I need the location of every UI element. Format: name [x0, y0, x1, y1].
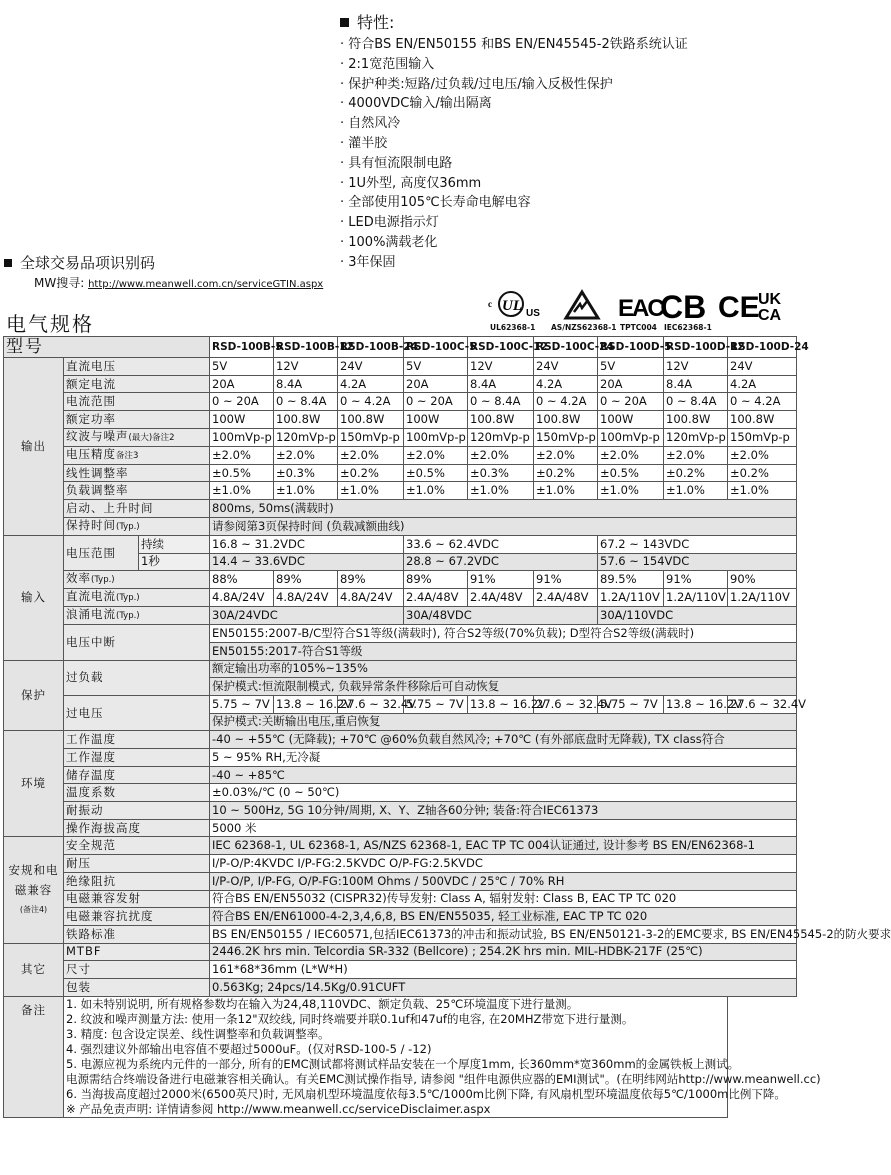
env-value: ±0.03%/℃ (0 ~ 50℃) — [210, 784, 797, 802]
output-value: ±0.2% — [728, 464, 797, 482]
output-value: 100.8W — [468, 411, 534, 429]
output-value: 5V — [598, 358, 664, 376]
model-name: RSD-100B-12 — [274, 337, 338, 358]
output-value: 150mVp-p — [338, 428, 404, 446]
output-value: 20A — [404, 375, 468, 393]
vrange-label: 电压范围 — [64, 535, 139, 570]
interrupt-label: 电压中断 — [64, 625, 210, 660]
env-value: 5000 米 — [210, 819, 797, 837]
vrange-cont-c: 33.6 ~ 62.4VDC — [404, 535, 598, 553]
output-value: 5V — [404, 358, 468, 376]
feature-item: · 1U外型, 高度仅36mm — [340, 174, 795, 194]
output-value: 0 ~ 8.4A — [274, 393, 338, 411]
output-value: 8.4A — [664, 375, 728, 393]
feature-item: · 具有恒流限制电路 — [340, 154, 795, 174]
feature-item: · 100%满载老化 — [340, 233, 795, 253]
output-value: ±0.2% — [534, 464, 598, 482]
output-value: ±1.0% — [468, 482, 534, 500]
output-value: 0 ~ 20A — [598, 393, 664, 411]
pack-label — [64, 978, 210, 996]
ov-value: 27.6 ~ 32.4V — [534, 695, 598, 713]
env-label — [64, 819, 210, 837]
inrush-d: 30A/110VDC — [598, 607, 797, 625]
row-label: 安全规范 — [66, 838, 116, 853]
output-value: ±1.0% — [534, 482, 598, 500]
output-value: 120mVp-p — [274, 428, 338, 446]
svg-text:US: US — [526, 308, 540, 319]
svg-text:CB: CB — [660, 289, 707, 325]
output-value: 12V — [274, 358, 338, 376]
rcm-logo-icon — [562, 290, 602, 322]
ukca-logo-icon — [758, 290, 798, 322]
note-line: 3. 精度: 包含设定误差、线性调整率和负载调整率。 — [66, 1026, 330, 1041]
ov-value: 13.8 ~ 16.2V — [274, 695, 338, 713]
note-line: ※ 产品免责声明: 详情请参阅 http://www.meanwell.cc/serviceDisclaimer.aspx — [66, 1101, 491, 1116]
cont-label: 持续 — [139, 535, 210, 553]
output-value: 24V — [728, 358, 797, 376]
svg-text:CA: CA — [758, 307, 782, 324]
row-label: 效率 — [66, 571, 91, 586]
env-value: -40 ~ +85℃ — [210, 766, 797, 784]
dc-value: 2.4A/48V — [404, 589, 468, 607]
mtbf-label — [64, 943, 210, 961]
row-label: 工作温度 — [66, 732, 116, 747]
safety-label — [64, 890, 210, 908]
output-value: 100mVp-p — [404, 428, 468, 446]
feature-item: · 3年保固 — [340, 253, 795, 273]
row-label: 纹波与噪声 — [66, 428, 129, 443]
row-label: 电磁兼容发射 — [66, 891, 141, 906]
note-line: 电源需结合终端设备进行电磁兼容相关确认。有关EMC测试操作指导, 请参阅 "组件电源供应器的EMI测试"。(在明纬网站http://www.meanwell.cc) — [66, 1071, 821, 1086]
output-value: ±2.0% — [664, 446, 728, 464]
output-value: 0 ~ 4.2A — [534, 393, 598, 411]
notes-cell — [64, 996, 821, 1117]
ov-value: 27.6 ~ 32.4V — [728, 695, 797, 713]
output-value: 8.4A — [274, 375, 338, 393]
safety-group-note: (备注4) — [19, 905, 48, 914]
interrupt-value-2: EN50155:2017-符合S1等级 — [210, 642, 797, 660]
output-value: 100.8W — [664, 411, 728, 429]
safety-value: BS EN/EN50155 / IEC60571,包括IEC61373的冲击和振动试验, BS EN/EN50121-3-2的EMC要求, BS EN/EN45545-2的防火要求 — [210, 925, 797, 943]
output-value: ±0.5% — [598, 464, 664, 482]
model-name: RSD-100D-12 — [664, 337, 728, 358]
square-bullet-icon — [340, 18, 349, 27]
output-value: 8.4A — [468, 375, 534, 393]
spec-table — [3, 336, 891, 1118]
output-value: 0 ~ 20A — [404, 393, 468, 411]
eac-logo-icon — [618, 290, 663, 322]
safety-value: 符合BS EN/EN55032 (CISPR32)传导发射: Class A, 辐射发射: Class B, EAC TP TC 020 — [210, 890, 797, 908]
row-label: 操作海拔高度 — [66, 820, 141, 835]
output-value: ±1.0% — [728, 482, 797, 500]
model-name: RSD-100C-12 — [468, 337, 534, 358]
ol-value-1: 额定输出功率的105%~135% — [210, 660, 797, 678]
eff-value: 91% — [534, 571, 598, 589]
hold-value: 请参阅第3页保持时间 (负载减额曲线) — [210, 517, 797, 535]
safety-value: IEC 62368-1, UL 62368-1, AS/NZS 62368-1, EAC TP TC 004认证通过, 设计参考 BS EN/EN62368-1 — [210, 837, 797, 855]
output-row-label — [64, 393, 210, 411]
output-value: 0 ~ 8.4A — [468, 393, 534, 411]
eff-value: 91% — [468, 571, 534, 589]
dc-value: 1.2A/110V — [664, 589, 728, 607]
output-value: 0 ~ 4.2A — [338, 393, 404, 411]
output-value: ±2.0% — [534, 446, 598, 464]
output-value: 4.2A — [534, 375, 598, 393]
output-value: 100mVp-p — [598, 428, 664, 446]
note-line: 1. 如未特别说明, 所有规格参数均在输入为24,48,110VDC、额定负载、25℃环境温度下进行量测。 — [66, 996, 579, 1011]
ov-value: 27.6 ~ 32.4V — [338, 695, 404, 713]
row-label: 额定功率 — [66, 411, 116, 426]
cb-logo-icon — [660, 289, 712, 325]
safety-group-label: 安规和电磁兼容 — [8, 863, 59, 897]
ce-logo-icon — [718, 290, 760, 324]
model-name: RSD-100C-24 — [534, 337, 598, 358]
feature-item: · 全部使用105℃长寿命电解电容 — [340, 193, 795, 213]
features-list — [340, 35, 795, 273]
svg-text:EAC: EAC — [618, 295, 663, 322]
ul-us-logo-icon — [488, 290, 554, 322]
output-value: 100.8W — [534, 411, 598, 429]
dc-value: 4.8A/24V — [210, 589, 274, 607]
svg-text:UL: UL — [502, 298, 522, 314]
env-label — [64, 784, 210, 802]
output-value: ±2.0% — [274, 446, 338, 464]
row-label: 负载调整率 — [66, 483, 129, 498]
gtin-title — [4, 252, 323, 273]
model-name: RSD-100B-5 — [210, 337, 274, 358]
feature-item: · 保护种类:短路/过负载/过电压/输入反极性保护 — [340, 75, 795, 95]
inrush-b: 30A/24VDC — [210, 607, 404, 625]
output-value: ±2.0% — [728, 446, 797, 464]
model-name: RSD-100B-24 — [338, 337, 404, 358]
output-value: 0 ~ 8.4A — [664, 393, 728, 411]
row-label: 耐振动 — [66, 802, 104, 817]
output-value: ±0.2% — [664, 464, 728, 482]
svg-text:CE: CE — [718, 291, 760, 324]
setup-value: 800ms, 50ms(满载时) — [210, 500, 797, 518]
row-label: 保持时间 — [66, 517, 116, 532]
hold-label — [64, 517, 210, 535]
eff-value: 91% — [664, 571, 728, 589]
eff-value: 90% — [728, 571, 797, 589]
ol-value-2: 保护模式:恒流限制模式, 负载异常条件移除后可自动恢复 — [210, 678, 797, 696]
env-value: 10 ~ 500Hz, 5G 10分钟/周期, X、Y、Z轴各60分钟; 装备:符合IEC61373 — [210, 802, 797, 820]
model-name: RSD-100D-24 — [728, 337, 797, 358]
group-input: 输入 — [4, 535, 64, 660]
env-value: -40 ~ +55℃ (无降载); +70℃ @60%负载自然风冷; +70℃ (有外部底盘时无降载), TX class符合 — [210, 731, 797, 749]
row-label: 电流范围 — [66, 394, 116, 409]
output-value: 100W — [210, 411, 274, 429]
ov-value: 13.8 ~ 16.2V — [664, 695, 728, 713]
inrush-label — [64, 607, 210, 625]
output-value: ±0.3% — [274, 464, 338, 482]
output-value: 120mVp-p — [664, 428, 728, 446]
output-value: ±1.0% — [598, 482, 664, 500]
output-value: 100.8W — [274, 411, 338, 429]
output-value: ±1.0% — [274, 482, 338, 500]
row-label: 启动、上升时间 — [66, 500, 154, 515]
safety-label — [64, 925, 210, 943]
ov-value: 5.75 ~ 7V — [598, 695, 664, 713]
ov-value: 13.8 ~ 16.2V — [468, 695, 534, 713]
output-value: 120mVp-p — [468, 428, 534, 446]
row-label: 温度系数 — [66, 785, 116, 800]
eff-value: 89.5% — [598, 571, 664, 589]
dc-value: 4.8A/24V — [338, 589, 404, 607]
features-title-text: 特性: — [357, 13, 395, 32]
safety-label — [64, 855, 210, 873]
group-others: 其它 — [4, 943, 64, 996]
cert-name-eac: TPTC004 — [620, 323, 657, 332]
certification-logos — [488, 290, 798, 332]
feature-item: · 符合BS EN/EN50155 和BS EN/EN45545-2铁路系统认证 — [340, 35, 795, 55]
safety-value: I/P-O/P:4KVDC I/P-FG:2.5KVDC O/P-FG:2.5KVDC — [210, 855, 797, 873]
row-label: 储存温度 — [66, 767, 116, 782]
safety-label — [64, 837, 210, 855]
output-value: 5V — [210, 358, 274, 376]
row-label: 直流电流 — [66, 589, 116, 604]
sec-label: 1秒 — [139, 553, 210, 571]
row-label: 直流电压 — [66, 358, 116, 373]
output-value: ±2.0% — [468, 446, 534, 464]
svg-text:c: c — [488, 299, 492, 309]
output-value: 150mVp-p — [728, 428, 797, 446]
output-value: 4.2A — [728, 375, 797, 393]
vrange-sec-b: 14.4 ~ 33.6VDC — [210, 553, 404, 571]
square-bullet-icon — [4, 259, 12, 267]
row-label: 铁路标准 — [66, 926, 116, 941]
note-line: 4. 强烈建议外部输出电容值不要超过5000uF。(仅对RSD-100-5 / -12) — [66, 1041, 432, 1056]
output-value: ±1.0% — [338, 482, 404, 500]
row-note: (Typ.) — [116, 593, 140, 604]
row-label: 耐压 — [66, 855, 91, 870]
gtin-section — [4, 252, 323, 291]
note-line: 2. 纹波和噪声测量方法: 使用一条12"双绞线, 同时终端要并联0.1uf和47uf的电容, 在20MHZ带宽下进行量测。 — [66, 1011, 634, 1026]
output-value: ±2.0% — [404, 446, 468, 464]
output-value: 100.8W — [728, 411, 797, 429]
gtin-search — [34, 274, 323, 291]
row-label: MTBF — [66, 944, 102, 959]
features-title — [340, 10, 795, 33]
output-value: 20A — [210, 375, 274, 393]
eff-value: 89% — [338, 571, 404, 589]
row-note: (Typ.) — [116, 521, 140, 532]
group-safety — [4, 837, 64, 943]
output-value: 12V — [664, 358, 728, 376]
feature-item: · 自然风冷 — [340, 114, 795, 134]
output-value: 4.2A — [338, 375, 404, 393]
feature-item: · 4000VDC输入/输出隔离 — [340, 94, 795, 114]
ov-label: 过电压 — [64, 695, 210, 730]
row-note: (Typ.) — [91, 575, 115, 586]
output-row-label — [64, 446, 210, 464]
output-value: 24V — [338, 358, 404, 376]
safety-label — [64, 872, 210, 890]
group-output: 输出 — [4, 358, 64, 536]
features-section — [340, 10, 795, 273]
output-value: ±0.2% — [338, 464, 404, 482]
env-label — [64, 766, 210, 784]
gtin-label: MW搜寻: — [34, 276, 85, 290]
svg-text:UK: UK — [758, 291, 782, 308]
output-value: ±0.5% — [404, 464, 468, 482]
output-row-label — [64, 375, 210, 393]
row-note: (Typ.) — [116, 611, 140, 622]
row-label: 工作湿度 — [66, 749, 116, 764]
spec-title: 电气规格 — [6, 312, 94, 336]
safety-value: I/P-O/P, I/P-FG, O/P-FG:100M Ohms / 500VDC / 25℃ / 70% RH — [210, 872, 797, 890]
env-label — [64, 749, 210, 767]
model-name: RSD-100D-5 — [598, 337, 664, 358]
mtbf-value: 2446.2K hrs min. Telcordia SR-332 (Bellcore) ; 254.2K hrs min. MIL-HDBK-217F (25℃) — [210, 943, 797, 961]
model-label: 型号 — [4, 337, 210, 358]
env-label — [64, 802, 210, 820]
dc-value: 2.4A/48V — [468, 589, 534, 607]
gtin-title-text: 全球交易品项识别码 — [20, 254, 156, 272]
output-value: ±2.0% — [598, 446, 664, 464]
cert-name-cb: IEC62368-1 — [664, 323, 712, 332]
dim-label — [64, 961, 210, 979]
note-line: 5. 电源应视为系统内元件的一部分, 所有的EMC测试都将测试样品安装在一个厚度1mm, 长360mm*宽360mm的金属铁板上测试。 — [66, 1056, 740, 1071]
safety-value: 符合BS EN/EN61000-4-2,3,4,6,8, BS EN/EN55035, 轻工业标准, EAC TP TC 020 — [210, 908, 797, 926]
ov-value: 5.75 ~ 7V — [404, 695, 468, 713]
feature-item: · LED电源指示灯 — [340, 213, 795, 233]
eff-value: 88% — [210, 571, 274, 589]
output-value: 12V — [468, 358, 534, 376]
dc-value: 4.8A/24V — [274, 589, 338, 607]
row-note: 备注3 — [116, 450, 139, 461]
output-row-label — [64, 482, 210, 500]
pack-value: 0.563Kg; 24pcs/14.5Kg/0.91CUFT — [210, 978, 797, 996]
output-value: ±1.0% — [664, 482, 728, 500]
ov-value: 5.75 ~ 7V — [210, 695, 274, 713]
output-value: 24V — [534, 358, 598, 376]
output-value: ±0.3% — [468, 464, 534, 482]
group-notes: 备注 — [4, 996, 64, 1117]
safety-label — [64, 908, 210, 926]
vrange-sec-d: 57.6 ~ 154VDC — [598, 553, 797, 571]
env-label — [64, 731, 210, 749]
feature-item: · 灌半胶 — [340, 134, 795, 154]
output-value: 20A — [598, 375, 664, 393]
vrange-cont-d: 67.2 ~ 143VDC — [598, 535, 797, 553]
interrupt-value-1: EN50155:2007-B/C型符合S1等级(满载时), 符合S2等级(70%负载); D型符合S2等级(满载时) — [210, 625, 797, 643]
output-value: ±2.0% — [338, 446, 404, 464]
output-row-label — [64, 428, 210, 446]
eff-value: 89% — [274, 571, 338, 589]
output-row-label — [64, 358, 210, 376]
eff-value: 89% — [404, 571, 468, 589]
vrange-cont-b: 16.8 ~ 31.2VDC — [210, 535, 404, 553]
output-value: 0 ~ 4.2A — [728, 393, 797, 411]
row-label: 线性调整率 — [66, 465, 129, 480]
output-value: 150mVp-p — [534, 428, 598, 446]
output-value: ±0.5% — [210, 464, 274, 482]
row-label: 浪涌电流 — [66, 607, 116, 622]
ol-label: 过负载 — [64, 660, 210, 695]
output-value: ±1.0% — [210, 482, 274, 500]
group-protection: 保护 — [4, 660, 64, 731]
output-value: 100mVp-p — [210, 428, 274, 446]
ov-mode: 保护模式:关断输出电压,重启恢复 — [210, 713, 797, 731]
dc-value: 2.4A/48V — [534, 589, 598, 607]
cert-name-ul: UL62368-1 — [490, 323, 536, 332]
output-value: ±2.0% — [210, 446, 274, 464]
dc-label — [64, 589, 210, 607]
setup-label — [64, 500, 210, 518]
note-line: 6. 当海拔高度超过2000米(6500英尺)时, 无风扇机型环境温度依每3.5℃/1000m比例下降, 有风扇机型环境温度依每5℃/1000m比例下降。 — [66, 1086, 786, 1101]
dim-value: 161*68*36mm (L*W*H) — [210, 961, 797, 979]
feature-item: · 2:1宽范围输入 — [340, 55, 795, 75]
env-value: 5 ~ 95% RH,无冷凝 — [210, 749, 797, 767]
group-environment: 环境 — [4, 731, 64, 837]
output-value: 0 ~ 20A — [210, 393, 274, 411]
eff-label — [64, 571, 210, 589]
dc-value: 1.2A/110V — [598, 589, 664, 607]
row-label: 电压精度 — [66, 446, 116, 461]
dc-value: 1.2A/110V — [728, 589, 797, 607]
row-label: 电磁兼容抗扰度 — [66, 909, 154, 924]
output-row-label — [64, 464, 210, 482]
row-label: 绝缘阻抗 — [66, 873, 116, 888]
output-value: 100W — [404, 411, 468, 429]
output-value: 100.8W — [338, 411, 404, 429]
vrange-sec-c: 28.8 ~ 67.2VDC — [404, 553, 598, 571]
row-note: (最大)备注2 — [128, 432, 175, 443]
output-row-label — [64, 411, 210, 429]
gtin-url-link[interactable]: http://www.meanwell.com.cn/serviceGTIN.aspx — [88, 279, 324, 290]
row-label: 尺寸 — [66, 962, 91, 977]
output-value: 100W — [598, 411, 664, 429]
row-label: 额定电流 — [66, 376, 116, 391]
inrush-c: 30A/48VDC — [404, 607, 598, 625]
output-value: ±1.0% — [404, 482, 468, 500]
row-label: 包装 — [66, 979, 91, 994]
model-name: RSD-100C-5 — [404, 337, 468, 358]
cert-name-rcm: AS/NZS62368-1 — [551, 323, 617, 332]
